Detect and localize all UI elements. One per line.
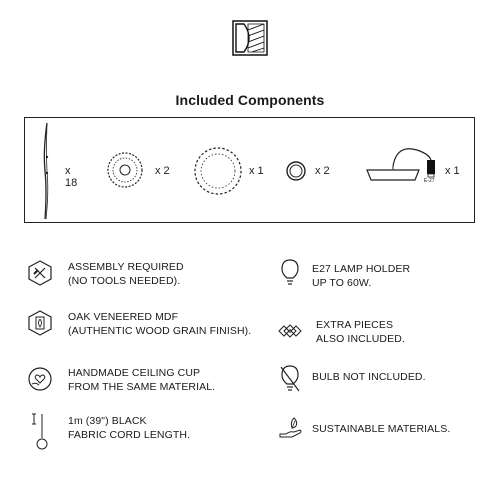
ring-icon xyxy=(285,160,307,182)
small-hub-icon xyxy=(105,150,145,190)
feature-line: E27 LAMP HOLDER xyxy=(312,263,411,275)
wood-grain-icon xyxy=(28,310,52,336)
component-qty: x 1 xyxy=(249,165,264,177)
holder-label: E-27 xyxy=(424,178,435,184)
component-large-hub xyxy=(192,118,272,224)
feature-line: ALSO INCLUDED. xyxy=(316,333,405,345)
feature-line: (AUTHENTIC WOOD GRAIN FINISH). xyxy=(68,325,252,337)
bulb-not-included-icon xyxy=(278,364,302,394)
lightbulb-icon xyxy=(278,258,302,288)
component-qty: x 2 xyxy=(155,165,170,177)
arm-piece-icon xyxy=(37,121,57,221)
page-title: Included Components xyxy=(175,92,325,108)
feature-line: 1m (39") BLACK xyxy=(68,415,147,427)
feature-line: OAK VENEERED MDF xyxy=(68,311,179,323)
feature-line: ASSEMBLY REQUIRED xyxy=(68,261,184,273)
feature-line: (NO TOOLS NEEDED). xyxy=(68,275,181,287)
feature-line: FABRIC CORD LENGTH. xyxy=(68,429,191,441)
feature-line: UP TO 60W. xyxy=(312,277,372,289)
component-qty: x 18 xyxy=(65,165,78,189)
component-small-hub xyxy=(105,118,175,224)
feature-line: SUSTAINABLE MATERIALS. xyxy=(312,423,451,435)
ceiling-cup-holder-icon xyxy=(357,140,447,200)
extra-pieces-icon xyxy=(278,318,302,344)
component-arm xyxy=(35,118,77,224)
handmade-heart-icon xyxy=(28,366,52,392)
feature-line: HANDMADE CEILING CUP xyxy=(68,367,201,379)
brand-logo-icon xyxy=(232,20,268,56)
component-ring xyxy=(285,118,345,224)
component-qty: x 2 xyxy=(315,165,330,177)
component-ceiling-cup xyxy=(355,118,473,224)
sustainable-hand-icon xyxy=(278,414,304,440)
large-hub-icon xyxy=(192,145,244,197)
no-tools-icon xyxy=(28,260,52,286)
feature-line: EXTRA PIECES xyxy=(316,319,394,331)
components-panel xyxy=(24,117,475,223)
cord-length-icon xyxy=(28,412,52,452)
feature-line: BULB NOT INCLUDED. xyxy=(312,371,426,383)
feature-line: FROM THE SAME MATERIAL. xyxy=(68,381,216,393)
component-qty: x 1 xyxy=(445,165,460,177)
